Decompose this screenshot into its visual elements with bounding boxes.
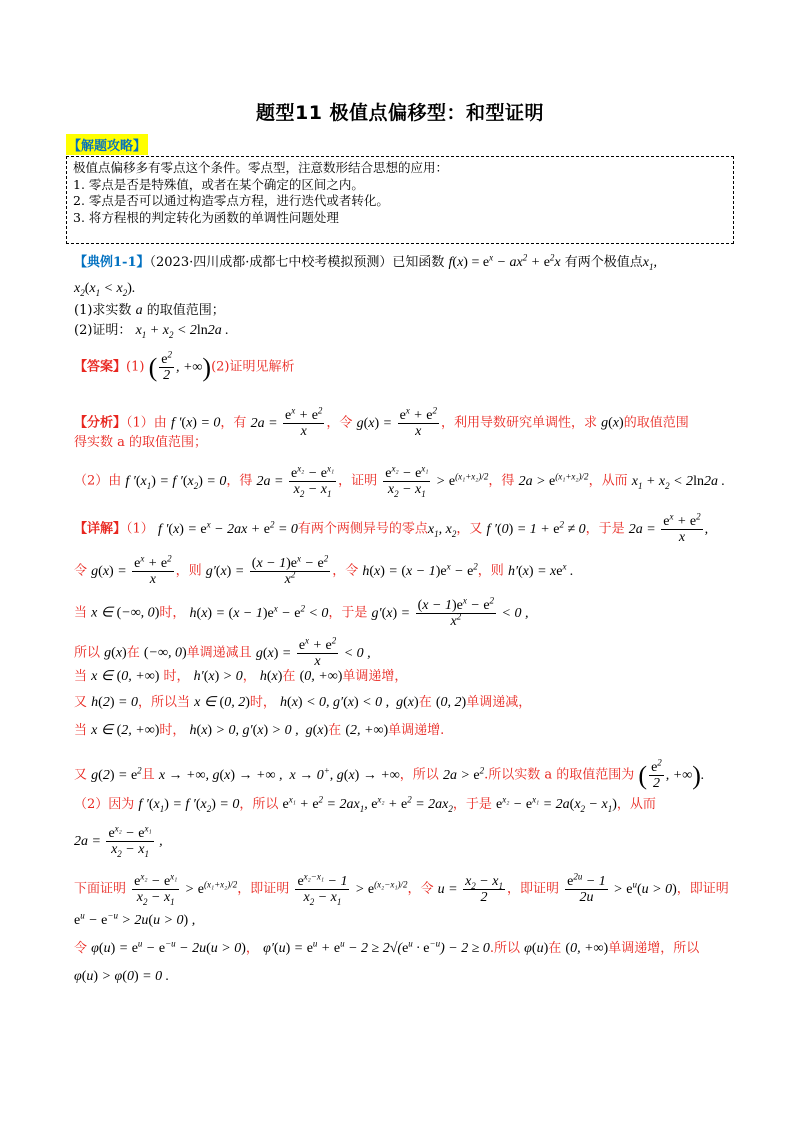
math-condition: $x_2(x_1 < x_2)$.	[74, 281, 136, 298]
strategy-line: 1. 零点是否是特殊值，或者在某个确定的区间之内。	[73, 176, 364, 192]
question-1: (1)求实数 a 的取值范围；	[74, 303, 225, 318]
math-function: f	[448, 255, 453, 270]
detail-line-4: 所以 g(x)在 (−∞, 0)单调递减且 g(x) = $\frac{e^x + e^2}{x}$ < 0 ,	[74, 635, 371, 669]
example-line-2	[74, 280, 135, 298]
strategy-line: 极值点偏移多有零点这个条件。零点型，注意数形结合思想的应用：	[73, 160, 449, 175]
analysis-label: 【分析】	[74, 415, 127, 431]
detail-line-10: 2a = $\frac{e^{x_2} - e^{x_1}}{x_2 - x_1}$ ,	[74, 823, 163, 859]
example-source: （2023·四川成都·成都七中校考模拟预测）已知函数	[149, 255, 445, 270]
analysis-line-2: 得实数 a 的取值范围；	[74, 435, 208, 450]
detail-label: 【详解】	[74, 521, 127, 537]
detail-line-6: 又 h(2) = 0，所以当 x ∈ (0, 2)时， h(x) < 0, g′(x) < 0 , g(x)在 (0, 2)单调递减，	[74, 695, 532, 710]
answer-label: 【答案】	[74, 359, 127, 375]
strategy-line: 3. 将方程根的判定转化为函数的单调性问题处理	[73, 209, 339, 225]
detail-line-9: （2）因为 f $'(x_1) = f$ $'(x_2) = 0$，所以 $e^{x_1} + e^2 = 2ax_1$, $e^{x_2} + e^2 = 2ax_2$，于是 $e^{x_2} - e^{x_1} = 2a(x_2 - x_1)$，从而	[74, 794, 656, 814]
answer-line: 【答案】(1) ( $\frac{e^2}{2}$ , +∞)(2)证明见解析	[74, 349, 295, 383]
detail-line-1: 【详解】（1） f $'(x) = e^x - 2ax + e^2 = 0$有两个两侧异号的零点$x_1$, $x_2$，又 f $'(0) = 1 + e^2 \ne 0$，于是 2a = $\frac{e^x + e^2}{x}$ ,	[74, 511, 709, 545]
detail-line-12: $e^u - e^{-u} > 2u(u > 0)$ ,	[74, 910, 196, 928]
detail-line-3: 当 x ∈ (−∞, 0)时， $h(x) = (x - 1)e^x - e^2 < 0$，于是 g′(x) = $\frac{(x - 1)e^x - e^2}{x^2}$ < 0 ,	[74, 595, 529, 629]
analysis-line-3: （2）由 f $'(x_1) = f$ $'(x_2) = 0$，得 2a = $\frac{e^{x_2} - e^{x_1}}{x_2 - x_1}$ ，证明 $\frac{e^{x_2} - e^{x_1}}{x_2 - x_1}$ > $e^{(x_1+x_2)/2}$，得 $2a > e^{(x_1+x_2)/2}$，从而 $x_1 + x_2 < 2\ln 2a$ .	[74, 463, 725, 499]
example-text: 有两个极值点	[564, 255, 643, 270]
detail-line-14: φ(u) > φ(0) = 0 .	[74, 969, 170, 984]
question-2: (2)证明： $x_1 + x_2 < 2\ln 2a$ .	[74, 323, 229, 340]
strategy-tag: 【解题攻略】	[66, 134, 148, 155]
detail-line-11: 下面证明 $\frac{e^{x_2} - e^{x_1}}{x_2 - x_1}$ > $e^{(x_1+x_2)/2}$，即证明 $\frac{e^{x_2-x_1} - 1}{x_2 - x_1}$ > $e^{(x_2-x_1)/2}$，令 u = $\frac{x_2 - x_1}{2}$ ，即证明 $\frac{e^{2u} - 1}{2u}$ > $e^u(u > 0)$，即证明	[74, 871, 729, 907]
detail-line-13: 令 $\varphi(u) = e^u - e^{-u} - 2u(u > 0)$， $\varphi'(u) = e^u + e^u - 2 \ge 2√(e^u \cdot e^{-u}) - 2 \ge 0$.所以 φ(u)在 (0, +∞)单调递增，所以	[74, 938, 700, 956]
strategy-box	[66, 156, 734, 244]
detail-line-5: 当 x ∈ (0, +∞) 时， h′(x) > 0， h(x)在 (0, +∞)单调递增，	[74, 669, 408, 684]
detail-line-7: 当 x ∈ (2, +∞)时， h(x) > 0, g′(x) > 0 , g(x)在 (2, +∞)单调递增.	[74, 723, 445, 738]
example-line-1: 【典例1-1】（2023·四川成都·成都七中校考模拟预测）已知函数 $f(x) = e^x - ax^2 + e^2x$ 有两个极值点$x_1$,	[74, 252, 657, 272]
strategy-line: 2. 零点是否可以通过构造零点方程，进行迭代或者转化。	[73, 193, 389, 208]
detail-line-2: 令 g(x) = $\frac{e^x + e^2}{x}$ ，则 g′(x) = $\frac{(x - 1)e^x - e^2}{x^2}$ ，令 $h(x) = (x - 1)e^x - e^2$，则 $h'(x) = xe^x$ .	[74, 553, 574, 587]
page-title: 题型11 极值点偏移型：和型证明	[255, 102, 545, 124]
analysis-line-1: 【分析】（1）由 f ′(x) = 0，有 2a = $\frac{e^x + e^2}{x}$ ，令 g(x) = $\frac{e^x + e^2}{x}$ ，利用导数研究单调性，求 g(x)的取值范围	[74, 405, 689, 439]
detail-line-8: 又 $g(2) = e^2$且 x → +∞, g(x) → +∞ , x → 0+, g(x) → +∞，所以 $2a > e^2$.所以实数 a 的取值范围为 ( $\frac{e^2}{2}$ , +∞).	[74, 757, 705, 791]
example-label: 【典例1-1】	[74, 255, 150, 270]
